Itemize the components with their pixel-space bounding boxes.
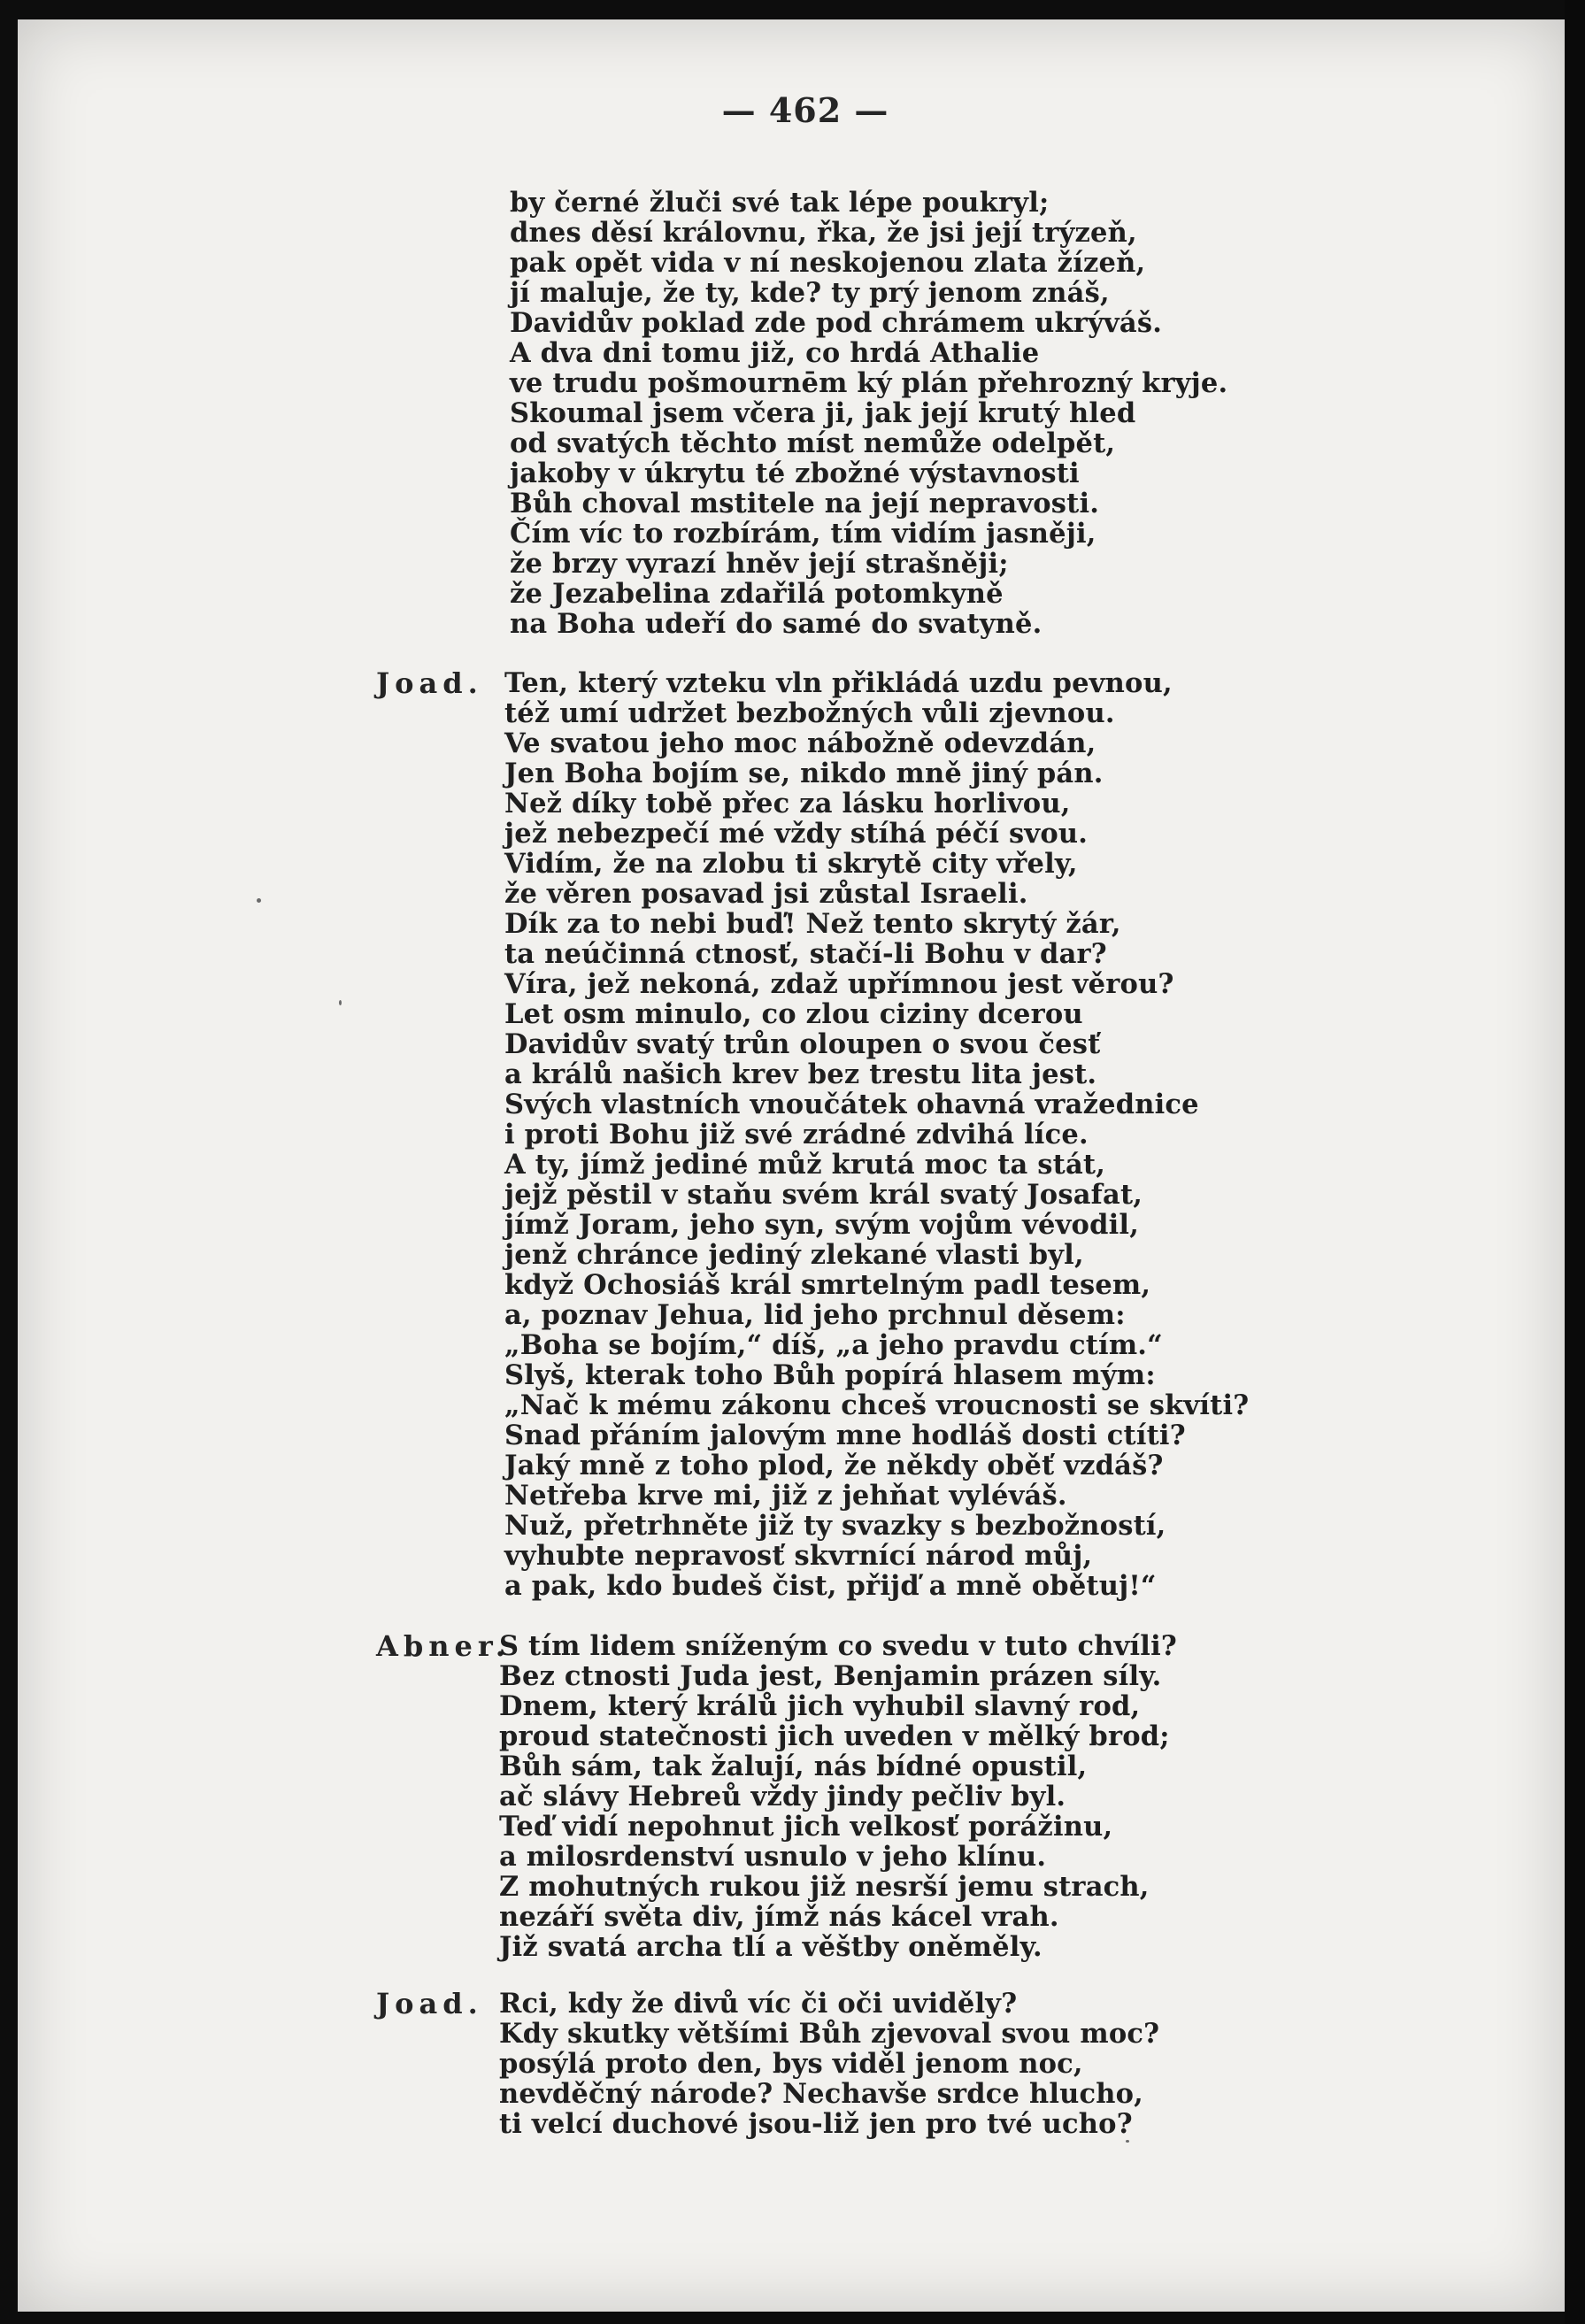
- scan-speck: [257, 898, 261, 903]
- scan-speck: [1126, 2140, 1129, 2143]
- verse-line: dnes děsí královnu, řka, že jsi její trýzeň,: [510, 217, 1137, 249]
- verse-line: Již svatá archa tlí a věštby oněměly.: [499, 1931, 1043, 1963]
- verse-line: jí maluje, že ty, kde? ty prý jenom znáš,: [510, 277, 1110, 309]
- verse-line: ta neúčinná ctnosť, stačí-li Bohu v dar?: [504, 938, 1107, 970]
- verse-line: Z mohutných rukou již nesrší jemu strach,: [499, 1871, 1150, 1903]
- scan-border: [1565, 0, 1585, 2324]
- verse-line: ač slávy Hebreů vždy jindy pečliv byl.: [499, 1781, 1066, 1812]
- verse-line: Ten, který vzteku vln přikládá uzdu pevnou,: [504, 667, 1173, 699]
- verse-line: jímž Joram, jeho syn, svým vojům vévodil,: [504, 1209, 1140, 1241]
- verse-line: A ty, jímž jediné můž krutá moc ta stát,: [504, 1149, 1106, 1181]
- verse-line: že Jezabelina zdařilá potomkyně: [510, 578, 1004, 610]
- verse-line: „Boha se bojím,“ díš, „a jeho pravdu ctím.“: [504, 1329, 1163, 1361]
- speaker-label: Abner.: [376, 1629, 511, 1663]
- verse-line: Ve svatou jeho moc nábožně odevzdán,: [504, 727, 1096, 759]
- verse-line: Víra, jež nekoná, zdaž upřímnou jest věrou?: [504, 968, 1174, 1000]
- verse-line: a milosrdenství usnulo v jeho klínu.: [499, 1841, 1047, 1873]
- verse-line: Teď vidí nepohnut jich velkosť porážinu,: [499, 1811, 1113, 1843]
- verse-line: Davidův svatý trůn oloupen o svou česť: [504, 1028, 1101, 1060]
- verse-line: Bůh sám, tak žalují, nás bídné opustil,: [499, 1751, 1088, 1782]
- verse-line: Davidův poklad zde pod chrámem ukrýváš.: [510, 307, 1163, 339]
- verse-line: Let osm minulo, co zlou ciziny dcerou: [504, 998, 1083, 1030]
- verse-line: S tím lidem sníženým co svedu v tuto chvíli?: [499, 1630, 1177, 1662]
- verse-line: že věren posavad jsi zůstal Israeli.: [504, 878, 1028, 910]
- verse-line: posýlá proto den, bys viděl jenom noc,: [499, 2048, 1083, 2080]
- verse-line: Nuž, přetrhněte již ty svazky s bezbožností,: [504, 1510, 1166, 1542]
- verse-line: jakoby v úkrytu té zbožné výstavnosti: [510, 458, 1080, 489]
- verse-line: a králů našich krev bez trestu lita jest.: [504, 1058, 1097, 1090]
- verse-line: „Nač k mému zákonu chceš vroucnosti se skvíti?: [504, 1389, 1250, 1421]
- verse-line: Jaký mně z toho plod, že někdy oběť vzdáš?: [504, 1450, 1164, 1481]
- verse-line: vyhubte nepravosť skvrnící národ můj,: [504, 1540, 1093, 1572]
- verse-line: Vidím, že na zlobu ti skrytě city vřely,: [504, 848, 1078, 880]
- verse-line: od svatých těchto míst nemůže odelpět,: [510, 427, 1116, 459]
- verse-line: Dnem, který králů jich vyhubil slavný rod,: [499, 1690, 1141, 1722]
- verse-lines: [499, 1989, 1159, 2139]
- verse-line: Čím víc to rozbírám, tím vidím jasněji,: [510, 518, 1096, 550]
- verse-line: jenž chránce jediný zlekané vlasti byl,: [504, 1239, 1084, 1271]
- verse-line: když Ochosiáš král smrtelným padl tesem,: [504, 1269, 1151, 1301]
- verse-line: pak opět vida v ní neskojenou zlata žízeň,: [510, 247, 1146, 279]
- verse-line: Dík za to nebi buď! Než tento skrytý žár,: [504, 908, 1121, 940]
- verse-line: Než díky tobě přec za lásku horlivou,: [504, 788, 1071, 820]
- verse-line: Bůh choval mstitele na její nepravosti.: [510, 488, 1100, 519]
- verse-lines: [499, 1631, 1177, 1962]
- verse-line: Svých vlastních vnoučátek ohavná vražednice: [504, 1089, 1199, 1120]
- verse-line: Jen Boha bojím se, nikdo mně jiný pán.: [504, 758, 1104, 789]
- verse-line: na Boha udeří do samé do svatyně.: [510, 608, 1043, 640]
- page-number: — 462 —: [721, 90, 889, 130]
- verse-line: proud statečnosti jich uveden v mělký brod;: [499, 1720, 1170, 1752]
- verse-lines: [510, 188, 1227, 639]
- verse-line: Netřeba krve mi, již z jehňat vyléváš.: [504, 1480, 1067, 1512]
- verse-line: Bez ctnosti Juda jest, Benjamin prázen síly.: [499, 1660, 1162, 1692]
- verse-line: ve trudu pošmournēm ký plán přehrozný kryje.: [510, 367, 1228, 399]
- verse-line: Skoumal jsem včera ji, jak její krutý hled: [510, 397, 1136, 429]
- verse-line: a, poznav Jehua, lid jeho prchnul děsem:: [504, 1299, 1126, 1331]
- verse-line: A dva dni tomu již, co hrdá Athalie: [510, 337, 1040, 369]
- verse-line: též umí udržet bezbožných vůli zjevnou.: [504, 697, 1115, 729]
- verse-line: a pak, kdo budeš čist, přijď a mně obětuj!“: [504, 1570, 1157, 1602]
- verse-line: Kdy skutky většími Bůh zjevoval svou moc?: [499, 2018, 1160, 2050]
- speaker-label: Joad.: [376, 1987, 483, 2020]
- verse-line: Slyš, kterak toho Bůh popírá hlasem mým:: [504, 1359, 1156, 1391]
- verse-line: Rci, kdy že divů víc či oči uviděly?: [499, 1988, 1018, 2020]
- verse-lines: [504, 668, 1249, 1601]
- verse-line: ti velcí duchové jsou-liž jen pro tvé ucho?: [499, 2108, 1133, 2140]
- scan-speck: [339, 1000, 342, 1005]
- verse-line: Snad přáním jalovým mne hodláš dosti ctíti?: [504, 1420, 1186, 1451]
- verse-line: i proti Bohu již své zrádné zdvihá líce.: [504, 1119, 1089, 1150]
- verse-line: jejž pěstil v staňu svém král svatý Josafat,: [504, 1179, 1143, 1211]
- speaker-label: Joad.: [376, 666, 483, 700]
- verse-line: by černé žluči své tak lépe poukryl;: [510, 187, 1050, 219]
- verse-line: nezáří světa div, jímž nás kácel vrah.: [499, 1901, 1059, 1933]
- verse-line: jež nebezpečí mé vždy stíhá péčí svou.: [504, 818, 1089, 850]
- verse-line: že brzy vyrazí hněv její strašněji;: [510, 548, 1009, 580]
- verse-line: nevděčný národe? Nechavše srdce hluchо,: [499, 2078, 1144, 2110]
